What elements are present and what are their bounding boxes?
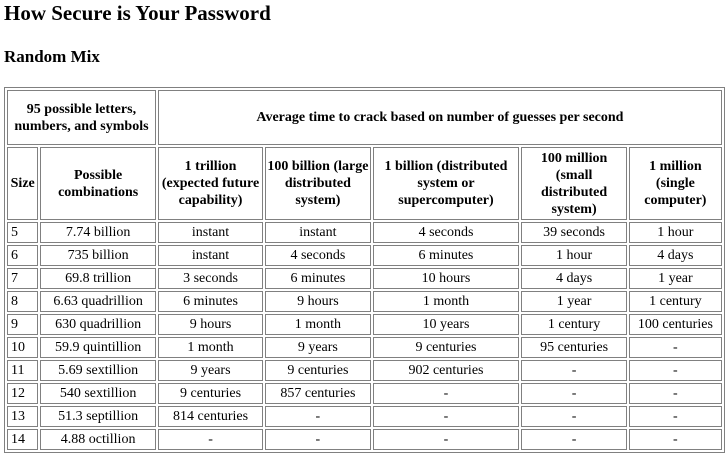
table-row xyxy=(7,245,722,266)
cell-100-billion: 9 centuries xyxy=(265,360,370,381)
cell-combinations: 5.69 sextillion xyxy=(40,360,155,381)
cell-100-million: 1 hour xyxy=(521,245,626,266)
column-header-1-billion: 1 billion (distributed system or supercomputer) xyxy=(373,147,520,220)
cell-1-million: - xyxy=(629,383,722,404)
cell-1-million: - xyxy=(629,406,722,427)
cell-1-billion: - xyxy=(373,383,520,404)
table-row xyxy=(7,314,722,335)
cell-combinations: 7.74 billion xyxy=(40,222,155,243)
cell-1-billion: 902 centuries xyxy=(373,360,520,381)
cell-combinations: 59.9 quintillion xyxy=(40,337,155,358)
section-subtitle: Random Mix xyxy=(4,47,100,66)
crack-time-table xyxy=(4,87,725,453)
cell-100-million: 95 centuries xyxy=(521,337,626,358)
cell-combinations: 6.63 quadrillion xyxy=(40,291,155,312)
column-header-1-trillion: 1 trillion (expected future capability) xyxy=(158,147,263,220)
cell-1-million: 4 days xyxy=(629,245,722,266)
cell-size: 6 xyxy=(7,245,38,266)
page-title: How Secure is Your Password xyxy=(4,1,271,25)
cell-size: 11 xyxy=(7,360,38,381)
cell-size: 14 xyxy=(7,429,38,450)
cell-1-billion: 6 minutes xyxy=(373,245,520,266)
column-header-combinations: Possible combinations xyxy=(40,147,155,220)
cell-combinations: 4.88 octillion xyxy=(40,429,155,450)
cell-100-million: 39 seconds xyxy=(521,222,626,243)
cell-1-trillion: 814 centuries xyxy=(158,406,263,427)
cell-1-million: 1 century xyxy=(629,291,722,312)
corner-header: 95 possible letters, numbers, and symbols xyxy=(7,90,156,145)
cell-100-million: 4 days xyxy=(521,268,626,289)
cell-1-million: 1 hour xyxy=(629,222,722,243)
cell-size: 12 xyxy=(7,383,38,404)
cell-1-trillion: 3 seconds xyxy=(158,268,263,289)
cell-100-billion: 857 centuries xyxy=(265,383,370,404)
column-header-100-billion: 100 billion (large distributed system) xyxy=(265,147,370,220)
cell-size: 7 xyxy=(7,268,38,289)
cell-1-billion: 1 month xyxy=(373,291,520,312)
cell-1-billion: 10 years xyxy=(373,314,520,335)
cell-100-million: - xyxy=(521,429,626,450)
cell-100-billion: 9 years xyxy=(265,337,370,358)
cell-100-million: 1 century xyxy=(521,314,626,335)
table-row xyxy=(7,222,722,243)
cell-1-million: - xyxy=(629,429,722,450)
cell-size: 13 xyxy=(7,406,38,427)
cell-100-million: - xyxy=(521,406,626,427)
cell-1-million: 1 year xyxy=(629,268,722,289)
cell-combinations: 540 sextillion xyxy=(40,383,155,404)
cell-combinations: 69.8 trillion xyxy=(40,268,155,289)
cell-1-million: - xyxy=(629,337,722,358)
cell-100-billion: - xyxy=(265,429,370,450)
cell-1-billion: 10 hours xyxy=(373,268,520,289)
cell-size: 10 xyxy=(7,337,38,358)
cell-100-billion: instant xyxy=(265,222,370,243)
cell-100-million: - xyxy=(521,383,626,404)
cell-size: 5 xyxy=(7,222,38,243)
cell-100-billion: 1 month xyxy=(265,314,370,335)
cell-1-trillion: 9 hours xyxy=(158,314,263,335)
table-row xyxy=(7,291,722,312)
cell-100-million: 1 year xyxy=(521,291,626,312)
table-row xyxy=(7,337,722,358)
cell-1-billion: 4 seconds xyxy=(373,222,520,243)
cell-1-trillion: - xyxy=(158,429,263,450)
cell-100-million: - xyxy=(521,360,626,381)
table-row xyxy=(7,268,722,289)
cell-100-billion: 4 seconds xyxy=(265,245,370,266)
cell-100-billion: 9 hours xyxy=(265,291,370,312)
cell-combinations: 735 billion xyxy=(40,245,155,266)
column-header-size: Size xyxy=(7,147,38,220)
group-header: Average time to crack based on number of guesses per second xyxy=(158,90,722,145)
cell-100-billion: - xyxy=(265,406,370,427)
cell-size: 9 xyxy=(7,314,38,335)
cell-1-million: - xyxy=(629,360,722,381)
table-row xyxy=(7,429,722,450)
cell-1-trillion: 1 month xyxy=(158,337,263,358)
cell-1-trillion: 9 years xyxy=(158,360,263,381)
table-row xyxy=(7,383,722,404)
cell-1-trillion: instant xyxy=(158,245,263,266)
column-header-100-million: 100 million (small distributed system) xyxy=(521,147,626,220)
cell-1-billion: - xyxy=(373,406,520,427)
cell-1-trillion: instant xyxy=(158,222,263,243)
cell-1-billion: 9 centuries xyxy=(373,337,520,358)
cell-100-billion: 6 minutes xyxy=(265,268,370,289)
cell-1-million: 100 centuries xyxy=(629,314,722,335)
cell-size: 8 xyxy=(7,291,38,312)
cell-combinations: 51.3 septillion xyxy=(40,406,155,427)
column-header-1-million: 1 million (single computer) xyxy=(629,147,722,220)
cell-1-billion: - xyxy=(373,429,520,450)
table-row xyxy=(7,360,722,381)
cell-1-trillion: 6 minutes xyxy=(158,291,263,312)
table-row xyxy=(7,406,722,427)
cell-1-trillion: 9 centuries xyxy=(158,383,263,404)
cell-combinations: 630 quadrillion xyxy=(40,314,155,335)
